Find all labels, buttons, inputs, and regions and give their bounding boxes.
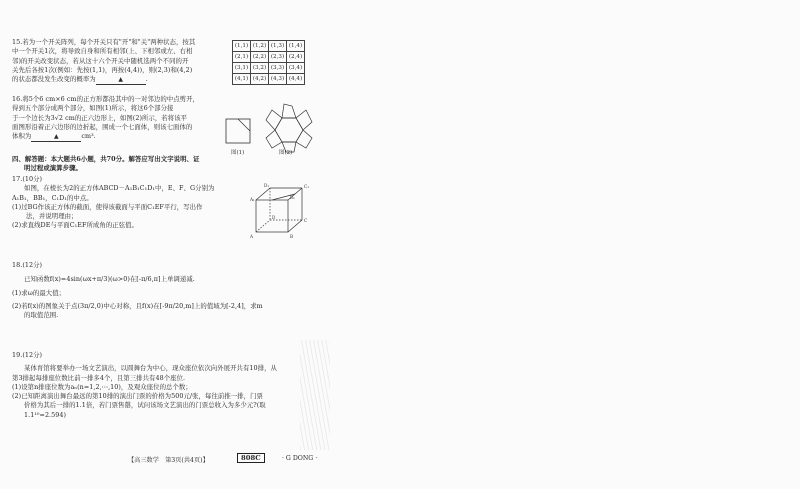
scan-noise <box>300 340 330 450</box>
section-header <box>12 155 199 174</box>
grid-cell: (2,1) <box>233 52 251 63</box>
svg-text:B₁: B₁ <box>290 195 295 200</box>
q15-line: 邻)的开关改变状态，若从这十六个开关中随机选两个不同的开 <box>12 56 189 65</box>
section-line: 四、解答题：本大题共6小题，共70分。解答应写出文字说明、证 <box>12 155 200 163</box>
grid-cell: (2,4) <box>287 52 305 63</box>
blank-marker: ▲ <box>53 133 59 141</box>
q19-line: 价格为其后一排的1.1倍，若门票售罄，试问该场文艺演出的门票总收入为多少元?(取 <box>24 401 266 410</box>
q15 <box>12 38 195 85</box>
footer-brand: · G DONG · <box>282 455 318 462</box>
grid-cell: (2,3) <box>269 52 287 63</box>
q15-end: . <box>145 75 148 84</box>
q15-text: 的状态都没发生改变的概率为 <box>12 75 96 84</box>
answer-blank <box>96 75 146 85</box>
q17-line: (1)过BG作该正方体的截面，使得该截面与平面C₁EF平行，写出作 <box>12 202 203 211</box>
grid-cell: (4,1) <box>233 74 251 85</box>
q17-line: A₁B₁，BB₁，C₁D₁的中点。 <box>12 193 93 202</box>
grid-cell: (1,3) <box>269 41 287 52</box>
q15-line <box>12 75 195 85</box>
q17-line: 如图，在棱长为2的正方体ABCD－A₁B₁C₁D₁中，E、F、G分别为 <box>24 184 215 193</box>
q15-line: 中一个开关1次，将导致自身和所有相邻(上、下相邻或左、右相 <box>12 47 193 56</box>
grid-cell: (4,3) <box>269 74 287 85</box>
grid-cell: (4,4) <box>287 74 305 85</box>
q18-line: (2)若f(x)的图象关于点(3π/2,0)中心对称，且f(x)在[-9π/20,m]上的值域为[-2,4]，求m <box>12 301 263 310</box>
footer-page-info: 【高三数学 第3页(共4页)】 <box>128 457 209 464</box>
grid-cell: (2,2) <box>251 52 269 63</box>
blank-marker: ▲ <box>118 76 124 84</box>
q16-line: 16.将5个6 cm×6 cm的正方形都沿其中的一对邻边的中点剪开， <box>12 95 199 103</box>
answer-blank <box>31 132 81 142</box>
q19 <box>12 351 277 420</box>
q18-head: 18.(12分) <box>12 261 43 269</box>
svg-text:A: A <box>250 234 254 239</box>
svg-text:C₁: C₁ <box>304 184 309 189</box>
q16-text: 体积为 <box>12 132 32 141</box>
grid-cell: (3,2) <box>251 63 269 74</box>
cube-figure <box>250 182 310 242</box>
q19-line: (2)已知距离演出舞台最远的第10排的演出门票的价格为500元/张，每往前推一排，门票 <box>12 392 263 401</box>
q16 <box>12 95 199 142</box>
svg-text:D₁: D₁ <box>264 183 270 188</box>
q16-line: 于一个边长为3√2 cm的正六边形上，如图(2)所示，若将该平 <box>12 113 188 122</box>
q19-head: 19.(12分) <box>12 351 43 359</box>
figure-2-caption: 图(2) <box>279 150 293 156</box>
section-line: 明过程或演算步骤。 <box>24 164 82 173</box>
q15-line: 15.若为一个开关阵列，每个开关只有"开"和"关"两种状态，按其 <box>12 38 196 46</box>
q16-line: 面图形沿着正六边形的边折起，围成一个七面体，则该七面体的 <box>12 122 193 131</box>
figure-1-caption: 图(1) <box>231 150 245 156</box>
grid-cell: (3,1) <box>233 63 251 74</box>
grid-cell: (1,1) <box>233 41 251 52</box>
q19-line: 某体育馆将要举办一场文艺演出，以圆舞台为中心，现众座位依次向外展开共有10排，从 <box>24 364 277 373</box>
grid-cell: (3,3) <box>269 63 287 74</box>
grid-cell: (1,4) <box>287 41 305 52</box>
q16-line <box>12 132 199 142</box>
grid-cell: (4,2) <box>251 74 269 85</box>
svg-text:A₁: A₁ <box>250 197 255 202</box>
q17 <box>12 175 214 231</box>
svg-text:B: B <box>290 234 294 239</box>
figure-2-hexagon <box>262 98 316 154</box>
q16-line: 得到五个部分成两个部分，如图(1)所示，将这6个部分接 <box>12 104 174 113</box>
q17-line: (2)求直线DE与平面C₁EF所成角的正弦值。 <box>12 221 139 230</box>
switch-grid <box>232 40 305 85</box>
q18-line: 的取值范围. <box>24 311 59 320</box>
q18 <box>12 261 263 320</box>
q19-line: 第3排起每排座位数比前一排多4个，且第三排共有48个座位. <box>12 373 186 382</box>
grid-cell: (1,2) <box>251 41 269 52</box>
q17-head: 17.(10分) <box>12 175 43 183</box>
q19-line: (1)设第n排座位数为aₙ(n=1,2,⋯,10)，及观众座位的总个数； <box>12 382 192 391</box>
q18-line: 已知函数f(x)=4sin(ωx+π/3)(ω>0)在[-π/6,π]上单调递减. <box>24 275 195 284</box>
svg-text:D: D <box>272 215 276 220</box>
q16-end: cm³. <box>81 132 96 141</box>
q18-line: (1)求ω的最大值； <box>12 288 66 297</box>
q17-line: 法，并说明理由； <box>26 212 78 221</box>
svg-text:C: C <box>304 218 308 223</box>
q15-line: 关先后各按1次(例如：先按(1,1)，再按(4,4))，则(2,3)和(4,2) <box>12 65 193 74</box>
q19-line: 1.1¹⁰=2.594) <box>24 410 67 419</box>
footer-code: 808C <box>237 453 265 463</box>
grid-cell: (3,4) <box>287 63 305 74</box>
